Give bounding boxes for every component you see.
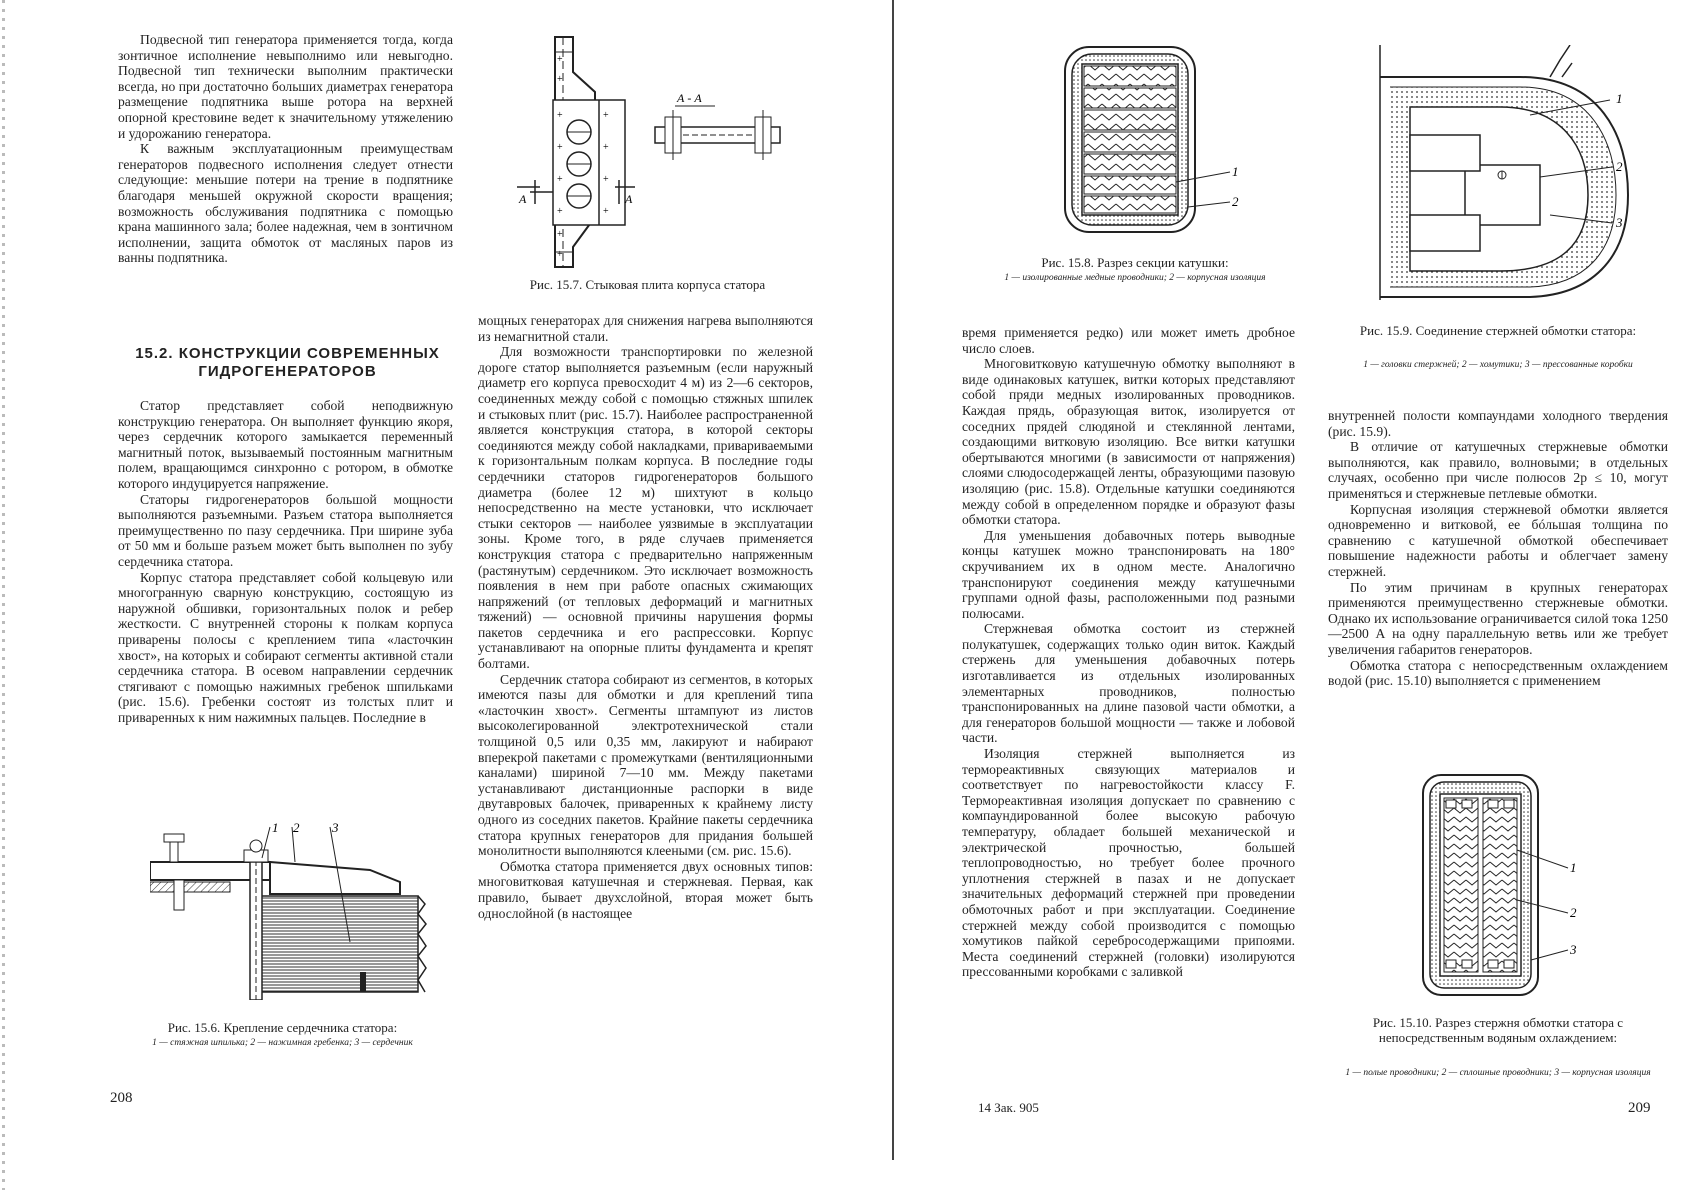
fig-label-1: 1 <box>272 822 279 835</box>
fig-15-6-core-fastening-drawing <box>150 822 450 1000</box>
fig-15-7-section-label: А - А <box>677 91 702 105</box>
fig-15-7-butt-plate-drawing <box>515 32 800 272</box>
svg-text:+: + <box>603 206 609 217</box>
svg-text:+: + <box>603 110 609 121</box>
fig-15-8-coil-section-drawing <box>1060 42 1250 237</box>
fig-label-3: 3 <box>1616 215 1623 230</box>
fig-15-9-bar-connection-drawing <box>1370 45 1660 305</box>
paragraph: По этим причинам в крупных генераторах применяются преимущественно стержневые обмотки. Однако их использование ограничивается силой тока 1250—2500 А на одну параллельную ветвь или же требует увеличения габаритов генераторов. <box>1328 579 1668 657</box>
paragraph: Сердечник статора собирают из сегментов, в которых имеются пазы для обмотки и для креплений типа «ласточкин хвост». Сегменты штампуют из листов высоколегированной электротехнической стали толщиной 0,5 или 0,35 мм, лакируют и набирают вперекрой пакетами с промежутками (вентиляционными каналами) шириной 7—10 мм. Между пакетами устанавливают дистанционные распорки в виде двутавровых балочек, приваренных к крайнему листу одного из соседних пакетов. Крайние пакеты сердечника статора крупных генераторов для придания большей монолитности выполняются клееными (см. рис. 15.6). <box>478 671 813 859</box>
paragraph: Обмотка статора применяется двух основных типов: многовитковая катушечная и стержневая. Первая, как правило, бывает двухслойной, вторая может быть однослойной (в настоящее <box>478 858 813 921</box>
fig-label-3: 3 <box>1570 942 1577 957</box>
svg-text:+: + <box>557 249 563 260</box>
svg-text:+: + <box>557 74 563 85</box>
paragraph: Многовитковую катушечную обмотку выполняют в виде одинаковых катушек, витки которых представляют собой пряди медных изолированных проводников. Каждая прядь, образующая виток, изолируется от соседних прядей слюдяной и стеклянной лентами, создающими витковую изоляцию. Все витки катушки обертываются многими (в зависимости от напряжения) слоями слюдосодержащей ленты, образующими пазовую изоляцию (рис. 15.8). Отдельные катушки соединяются между собой в определенном порядке и образуют фазы обмотки статора. <box>962 356 1295 528</box>
fig-label-2: 2 <box>293 822 300 835</box>
paragraph: Корпус статора представляет собой кольцевую или многогранную сварную конструкцию, состоящую из наружной обшивки, горизонтальных полок и ребер жесткости. С внутренней стороны к полкам корпуса приварены полосы с креплением типа «ласточкин хвост», на которых и собирают сегменты активной стали сердечника статора. В осевом направлении сердечник стягивают с помощью нажимных гребенок шпильками (рис. 15.6). Гребенки состоят из толстых плит и приваренных к ним нажимных пальцев. Последние в <box>118 569 453 725</box>
right-col4-text <box>1328 408 1668 689</box>
svg-text:+: + <box>603 174 609 185</box>
paragraph: Корпусная изоляция стержневой обмотки является одновременно и витковой, ее бóльшая толщина по сравнению с катушечной обмоткой обеспечивает повышение надежности работы и облегчает замену стержней. <box>1328 501 1668 579</box>
paragraph: внутренней полости компаундами холодного твердения (рис. 15.9). <box>1328 408 1668 439</box>
fig-15-9-caption: Рис. 15.9. Соединение стержней обмотки статора: <box>1359 323 1637 338</box>
section-arrow-label-left: А <box>519 192 527 206</box>
paragraph: мощных генераторах для снижения нагрева выполняются из немагнитной стали. <box>478 313 813 344</box>
fig-label-2: 2 <box>1232 194 1239 209</box>
svg-text:+: + <box>557 229 563 240</box>
svg-text:+: + <box>557 54 563 65</box>
fig-15-10-legend: 1 — полые проводники; 2 — сплошные проводники; 3 — корпусная изоляция <box>1345 1068 1651 1078</box>
paragraph: Обмотка статора с непосредственным охлаждением водой (рис. 15.10) выполняется с применением <box>1328 657 1668 689</box>
scan-edge-speckle <box>2 0 5 1190</box>
page-spine-divider <box>892 0 894 1160</box>
fig-15-7-caption: Рис. 15.7. Стыковая плита корпуса статора <box>529 277 766 292</box>
fig-15-9-legend: 1 — головки стержней; 2 — хомутики; 3 — прессованные коробки <box>1363 360 1633 370</box>
section-arrow-label-right: А <box>625 192 633 206</box>
paragraph: Изоляция стержней выполняется из термореактивных связующих материалов и соответствует по нагревостойкости классу F. Термореактивная изоляция допускает по сравнению с компаундированной более высокую рабочую температуру, обладает большей механической и электрической прочностью, большей теплопроводностью, но требует более прочного уплотнения стержней в пазах и не допускает значительных деформаций стержней при проведении обмоточных работ и при эксплуатации. Соединение стержней между собой производится с помощью хомутиков пайкой серебросодержащими припоями. Места соединений стержней (головки) изолируются прессованными коробками с заливкой <box>962 746 1295 980</box>
paragraph: Для возможности транспортировки по железной дороге статор выполняется разъемным (если наружный диаметр его корпуса превосходит 4 м) из 2—6 секторов, соединенных между собой с помощью стяжных шпилек и стыковых плит (рис. 15.7). Наиболее распространенной является конструкция статора, в которой секторы соединяются между собой накладками, привариваемыми к горизонтальным полкам корпуса. В последние годы сердечники статоров гидрогенераторов большого диаметра (более 12 м) шихтуют в кольцо непосредственно на месте установки, что исключает стыки секторов — наиболее уязвимые в эксплуатации зоны. Кроме того, в ряде случаев применяется конструкция статора с предварительно напряженным (растянутым) сердечником. Это исключает возможность появления в нем при работе опасных сжимающих напряжений (от тепловых деформаций и магнитных тяжений) — основной причины нарушения формы пакетов сердечника и его распрессовки. Корпус устанавливают на опорные плиты фундамента и крепят болтами. <box>478 344 813 672</box>
fig-label-1: 1 <box>1232 164 1239 179</box>
page-number-right: 209 <box>1628 1100 1651 1116</box>
paragraph: Для уменьшения добавочных потерь выводные концы катушек можно транспонировать на 180° скручиванием их в одном месте. Аналогично транспонируют соединения между катушечными группами одной фазы, расположенными под разными полюсами. <box>962 527 1295 621</box>
fig-label-2: 2 <box>1616 159 1623 174</box>
fig-15-6-caption: Рис. 15.6. Крепление сердечника статора: <box>167 1020 398 1035</box>
paragraph: Подвесной тип генератора применяется тогда, когда зонтичное исполнение невыполнимо или невыгодно. Подвесной тип технически выполним практически всегда, но при достаточно больших диаметрах генератора размещение подпятника выше ротора на верхней опорной крестовине ведет к значительному утяжелению и удорожанию генератора. <box>118 32 453 141</box>
left-col1-bottom-text <box>118 398 453 725</box>
fig-15-6-legend: 1 — стяжная шпилька; 2 — нажимная гребенка; 3 — сердечник <box>152 1038 413 1048</box>
paragraph: Статоры гидрогенераторов большой мощности выполняются разъемными. Разъем статора выполняется преимущественно по пазу сердечника. При ширине зуба от 50 мм и больше разъем может быть выполнен по зубу сердечника статора. <box>118 491 453 569</box>
right-col3-text <box>962 325 1295 980</box>
fig-15-10-caption: Рис. 15.10. Разрез стержня обмотки статора с непосредственным водяным охлаждением: <box>1372 1015 1624 1045</box>
paragraph: Статор представляет собой неподвижную конструкцию генератора. Он выполняет функцию якоря, через сердечник которого замыкается переменный магнитный поток, вызываемый постоянным магнитным полем, вращающимся синхронно с ротором, в обмотке которого индуцируется напряжение. <box>118 398 453 491</box>
left-col1-top-text <box>118 32 453 266</box>
printer-note: 14 Зак. 905 <box>978 1100 1039 1115</box>
fig-label-1: 1 <box>1570 860 1577 875</box>
paragraph: В отличие от катушечных стержневые обмотки выполняются, как правило, волновыми; в отдельных случаях, особенно при числе полюсов 2p ≤ 10, могут применяться и стержневые петлевые обмотки. <box>1328 439 1668 501</box>
section-heading: 15.2. КОНСТРУКЦИИ СОВРЕМЕННЫХ ГИДРОГЕНЕРАТОРОВ <box>135 345 440 380</box>
svg-text:+: + <box>603 142 609 153</box>
fig-15-8-caption: Рис. 15.8. Разрез секции катушки: <box>1041 255 1229 270</box>
svg-text:+: + <box>557 174 563 185</box>
paragraph: Стержневая обмотка состоит из стержней полукатушек, содержащих только один виток. Каждый стержень для уменьшения добавочных потерь изготавливается из отдельных изолированных элементарных проводников, полностью транспонированных на длине пазовой части обмотки, а для генераторов большой мощности — также и лобовой части. <box>962 621 1295 746</box>
left-col2-text <box>478 313 813 921</box>
fig-label-3: 3 <box>332 822 339 835</box>
paragraph: время применяется редко) или может иметь дробное число слоев. <box>962 325 1295 356</box>
paragraph: К важным эксплуатационным преимуществам генераторов подвесного исполнения следует отнести следующие: меньшие потери на трение в подпятнике благодаря меньшей окружной скорости вращения; возможность обслуживания подпятника с помощью крана машинного зала; более надежная, чем в зонтичном исполнении, защита обмоток от масляных паров из ванны подпятника. <box>118 141 453 266</box>
page-number-left: 208 <box>110 1090 133 1106</box>
svg-text:+: + <box>557 110 563 121</box>
fig-15-8-legend: 1 — изолированные медные проводники; 2 — корпусная изоляция <box>1004 273 1266 283</box>
svg-text:+: + <box>557 206 563 217</box>
fig-label-2: 2 <box>1570 905 1577 920</box>
fig-15-10-bar-section-drawing <box>1418 770 1598 1005</box>
svg-text:+: + <box>557 142 563 153</box>
fig-label-1: 1 <box>1616 91 1623 106</box>
